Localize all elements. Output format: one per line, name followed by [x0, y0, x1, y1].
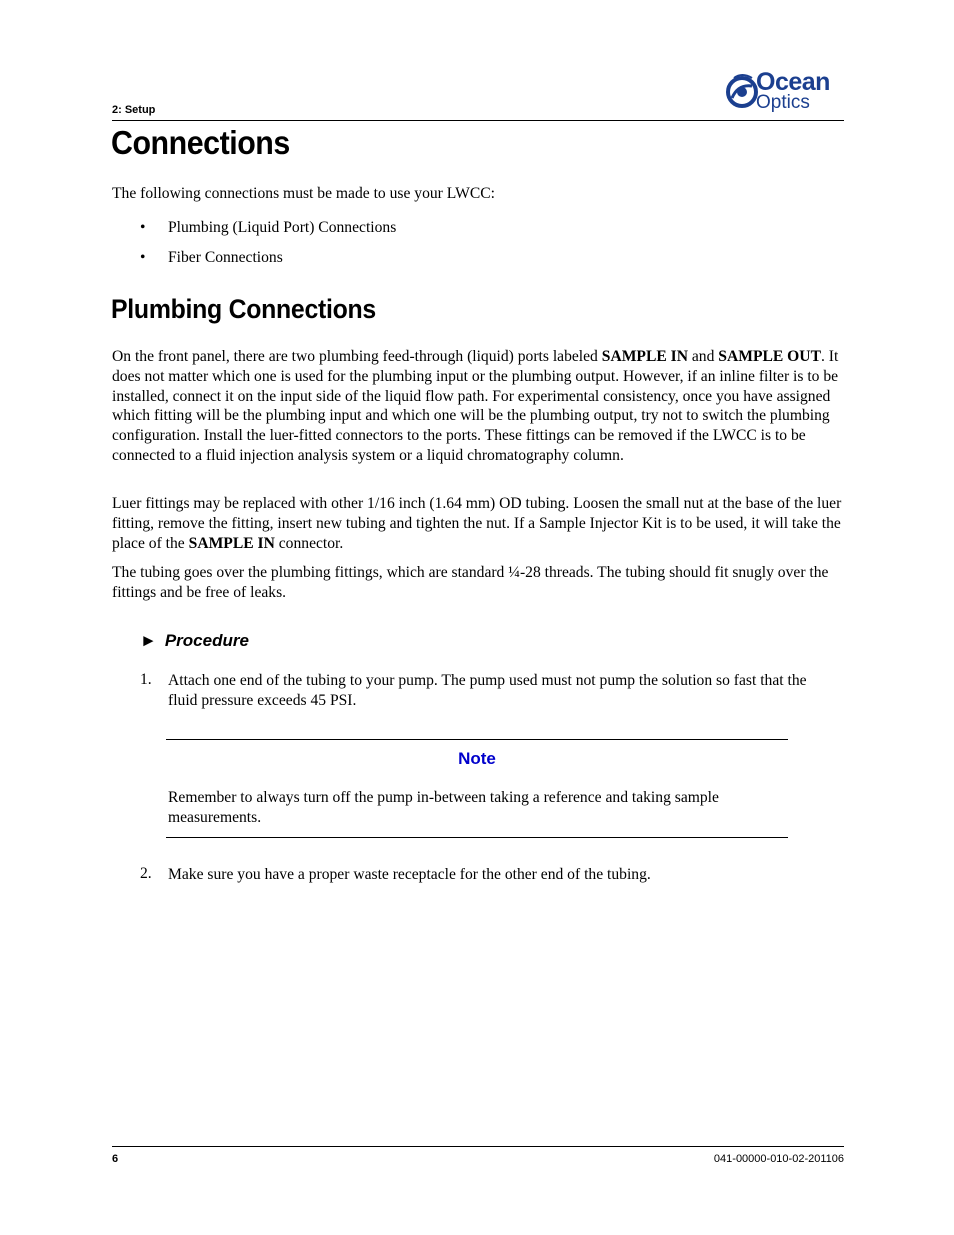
p1-text-3: . It does not matter which one is used for the plumbing input or the plumbing output. However, if an inline filter is to be installed, connect it on the input side of the liquid flow path. For experimental consistency, once you have assigned which fitting will be the plumbing input and which one will be the plumbing output, try not to switch the plumbing configuration. Install the luer-fitted connectors to the ports. These fittings can be removed if the LWCC is to be connected to a fluid injection analysis system or a liquid chromatography column.: [112, 348, 839, 464]
bullet-text: Fiber Connections: [168, 249, 283, 266]
note-top-rule: [166, 739, 788, 740]
footer-rule: [112, 1146, 844, 1147]
logo-ocean-text: Ocean: [756, 68, 830, 96]
intro-paragraph: The following connections must be made to use your LWCC:: [112, 185, 495, 202]
bullet-icon: •: [140, 249, 146, 266]
p1-text-2: and: [687, 348, 719, 365]
procedure-label: Procedure: [164, 631, 249, 650]
list-item: [0, 249, 954, 271]
p2-text-1: Luer fittings may be replaced with other 1/16 inch (1.64 mm) OD tubing. Loosen the small nut at the base of the luer fitting, remove the fitting, insert new tubing and tighten the nut. If a Sample Injector Kit is to be used, it will take the place of the: [112, 495, 842, 552]
p1-text-1: On the front panel, there are two plumbing feed-through (liquid) ports labeled: [112, 348, 602, 365]
logo-optics-text: Optics: [756, 92, 810, 113]
p2-bold-sample-in: SAMPLE IN: [188, 534, 275, 552]
bullet-text: Plumbing (Liquid Port) Connections: [168, 219, 397, 236]
document-number: 041-00000-010-02-201106: [713, 1153, 844, 1165]
step-number: 2.: [140, 865, 152, 882]
ocean-logo-icon: [726, 70, 760, 116]
step-text: Attach one end of the tubing to your pump. The pump used must not pump the solution so fast that the fluid pressure exceeds 45 PSI.: [168, 672, 807, 709]
p1-bold-sample-in: SAMPLE IN: [601, 348, 688, 365]
note-body: Remember to always turn off the pump in-between taking a reference and taking sample measurements.: [168, 789, 719, 826]
section-header: 2: Setup: [112, 104, 156, 116]
ocean-optics-logo: [726, 70, 846, 116]
note-bottom-rule: [166, 837, 788, 838]
p1-bold-sample-out: SAMPLE OUT: [718, 348, 821, 365]
procedure-heading: [140, 631, 249, 651]
page-title: Connections: [111, 124, 290, 161]
page-number: 6: [112, 1153, 119, 1165]
procedure-step: [0, 865, 954, 887]
p2-text-2: connector.: [274, 534, 344, 552]
section-heading: Plumbing Connections: [111, 294, 376, 324]
step-text: Make sure you have a proper waste receptacle for the other end of the tubing.: [168, 866, 651, 883]
arrow-icon: ►: [140, 631, 157, 650]
header-rule: [112, 120, 844, 121]
plumbing-paragraph-3: The tubing goes over the plumbing fittings, which are standard ¼-28 threads. The tubing should fit snugly over the fittings and be free of leaks.: [112, 564, 829, 601]
list-item: [0, 219, 954, 241]
step-number: 1.: [140, 671, 152, 688]
plumbing-paragraph-2: [112, 494, 847, 553]
bullet-icon: •: [140, 219, 146, 236]
note-title: Note: [458, 749, 496, 768]
procedure-step: [0, 671, 954, 713]
plumbing-paragraph-1: [112, 347, 847, 466]
